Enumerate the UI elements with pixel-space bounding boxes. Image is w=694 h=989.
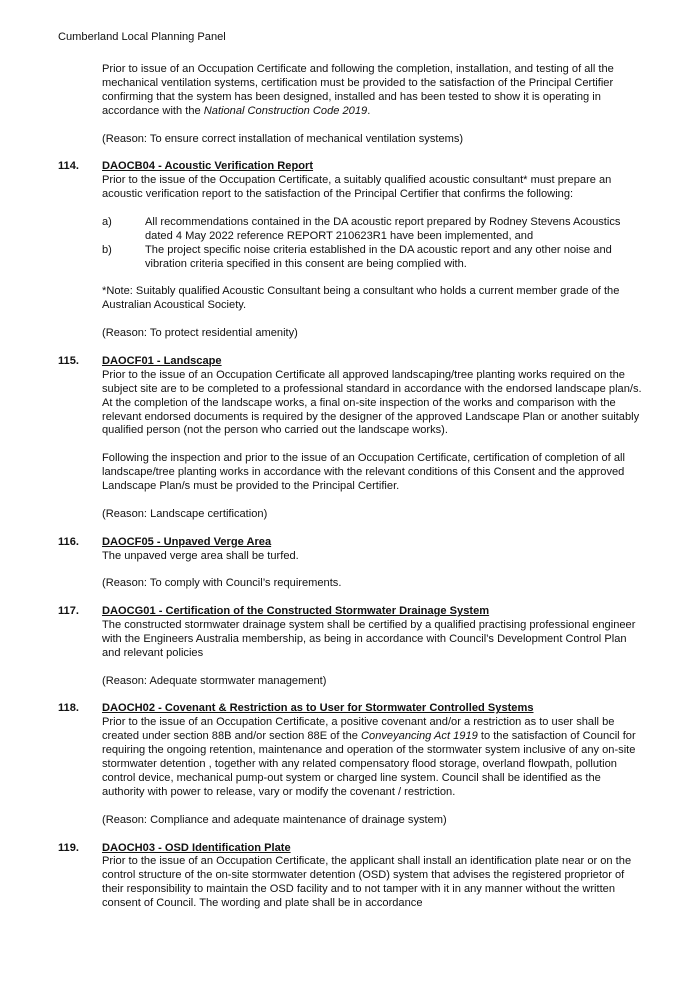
condition-paragraph: The unpaved verge area shall be turfed. — [102, 549, 299, 562]
condition-number: 119. — [58, 841, 79, 854]
condition-paragraph — [102, 716, 643, 799]
intro-paragraph — [102, 63, 643, 119]
condition-115 — [58, 355, 643, 522]
condition-paragraph: Following the inspection and prior to the issue of an Occupation Certificate, certification of completion of all landscape/tree planting works in accordance with the relevant conditions of this Consent and the approved Landscape Plan/s must be provided to the Principal Certifier. — [102, 452, 625, 493]
list-label: a) — [102, 215, 112, 228]
condition-paragraph: Prior to the issue of the Occupation Certificate, a suitably qualified acoustic consultant* must prepare an acoustic verification report to the satisfaction of the Principal Certifier that confirms the following: — [102, 174, 612, 201]
condition-paragraph: Prior to the issue of an Occupation Certificate, the applicant shall install an identification plate near or on the control structure of the on-site stormwater detention (OSD) system that advises the registered proprietor of their responsibility to maintain the OSD facility and to not tamper with it in any manner without the written consent of Council. The wording and plate shall be in accordance — [102, 855, 632, 910]
condition-117 — [58, 605, 643, 688]
condition-title: DAOCB04 - Acoustic Verification Report — [102, 160, 314, 173]
condition-title: DAOCG01 - Certification of the Constructed Stormwater Drainage System — [102, 605, 490, 618]
condition-number: 117. — [58, 605, 79, 618]
condition-note: *Note: Suitably qualified Acoustic Consultant being a consultant who holds a current member grade of the Australian Acoustical Society. — [102, 285, 620, 312]
list-label: b) — [102, 243, 112, 256]
page-header: Cumberland Local Planning Panel — [58, 31, 226, 43]
condition-119 — [58, 842, 643, 912]
condition-114 — [58, 160, 643, 341]
condition-text-c: to the satisfaction of Council for requiring the ongoing retention, maintenance and operation of the stormwater system inclusive of any on-site stormwater detention , together with any related compensatory flood storage, overland flowpath, pollution control device, mechanical pump-out system or charged line system. Council shall be identified as the authority with power to release, vary or modify the covenant / restriction. — [102, 730, 636, 798]
condition-number: 116. — [58, 535, 79, 548]
condition-reason: (Reason: Compliance and adequate maintenance of drainage system) — [102, 813, 447, 826]
condition-paragraph: The constructed stormwater drainage system shall be certified by a qualified practising professional engineer with the Engineers Australia membership, as being in accordance with Council’s Development Control Plan and relevant policies — [102, 619, 636, 659]
intro-text-italic: National Construction Code 2019 — [203, 104, 368, 117]
condition-number: 114. — [58, 160, 79, 173]
list-item — [102, 243, 643, 272]
condition-title: DAOCH03 - OSD Identification Plate — [102, 841, 291, 854]
condition-118 — [58, 702, 643, 827]
list-text: The project specific noise criteria established in the DA acoustic report and any other noise and vibration criteria specified in this consent are being complied with. — [145, 243, 612, 270]
condition-text-italic: Conveyancing Act 1919 — [361, 730, 478, 743]
condition-reason: (Reason: Landscape certification) — [102, 507, 268, 520]
condition-text-a: Prior to the issue of an Occupation Certificate, a positive covenant and/or a restriction as to user shall be created under section 88B and/or section 88E of the — [102, 716, 615, 743]
list-text: All recommendations contained in the DA acoustic report prepared by Rodney Stevens Acoustics dated 4 May 2022 reference REPORT 210623R1 have been implemented, and — [145, 215, 621, 242]
condition-reason: (Reason: To protect residential amenity) — [102, 327, 298, 340]
condition-reason: (Reason: To comply with Council’s requirements. — [102, 577, 342, 590]
condition-paragraph: Prior to the issue of an Occupation Certificate all approved landscaping/tree planting works required on the subject site are to be completed to a professional standard in accordance with the endorsed landscape plan/s. At the completion of the landscape works, a final on-site inspection of the works and comparison with the relevant endorsed documents is required by the designer of the approved Landscape Plan or another suitably qualified person (not the person who carried out the landscape works). — [102, 368, 642, 437]
intro-reason: (Reason: To ensure correct installation of mechanical ventilation systems) — [102, 132, 464, 145]
condition-number: 115. — [58, 354, 79, 367]
intro-text-c: . — [367, 104, 371, 117]
condition-number: 118. — [58, 702, 79, 715]
condition-title: DAOCF05 - Unpaved Verge Area — [102, 535, 272, 548]
intro-text-a: Prior to issue of an Occupation Certificate and following the completion, installation, and testing of all the mechanical ventilation systems, certification must be provided to the satisfaction of the Principal Certifier confirming that the system has been designed, installed and has been tested to show it is operating in accordance with the — [102, 63, 614, 117]
condition-reason: (Reason: Adequate stormwater management) — [102, 674, 327, 687]
condition-title: DAOCH02 - Covenant & Restriction as to User for Stormwater Controlled Systems — [102, 702, 534, 715]
condition-116 — [58, 536, 643, 592]
list-item — [102, 215, 643, 244]
condition-title: DAOCF01 - Landscape — [102, 354, 222, 367]
document-body — [58, 63, 643, 911]
